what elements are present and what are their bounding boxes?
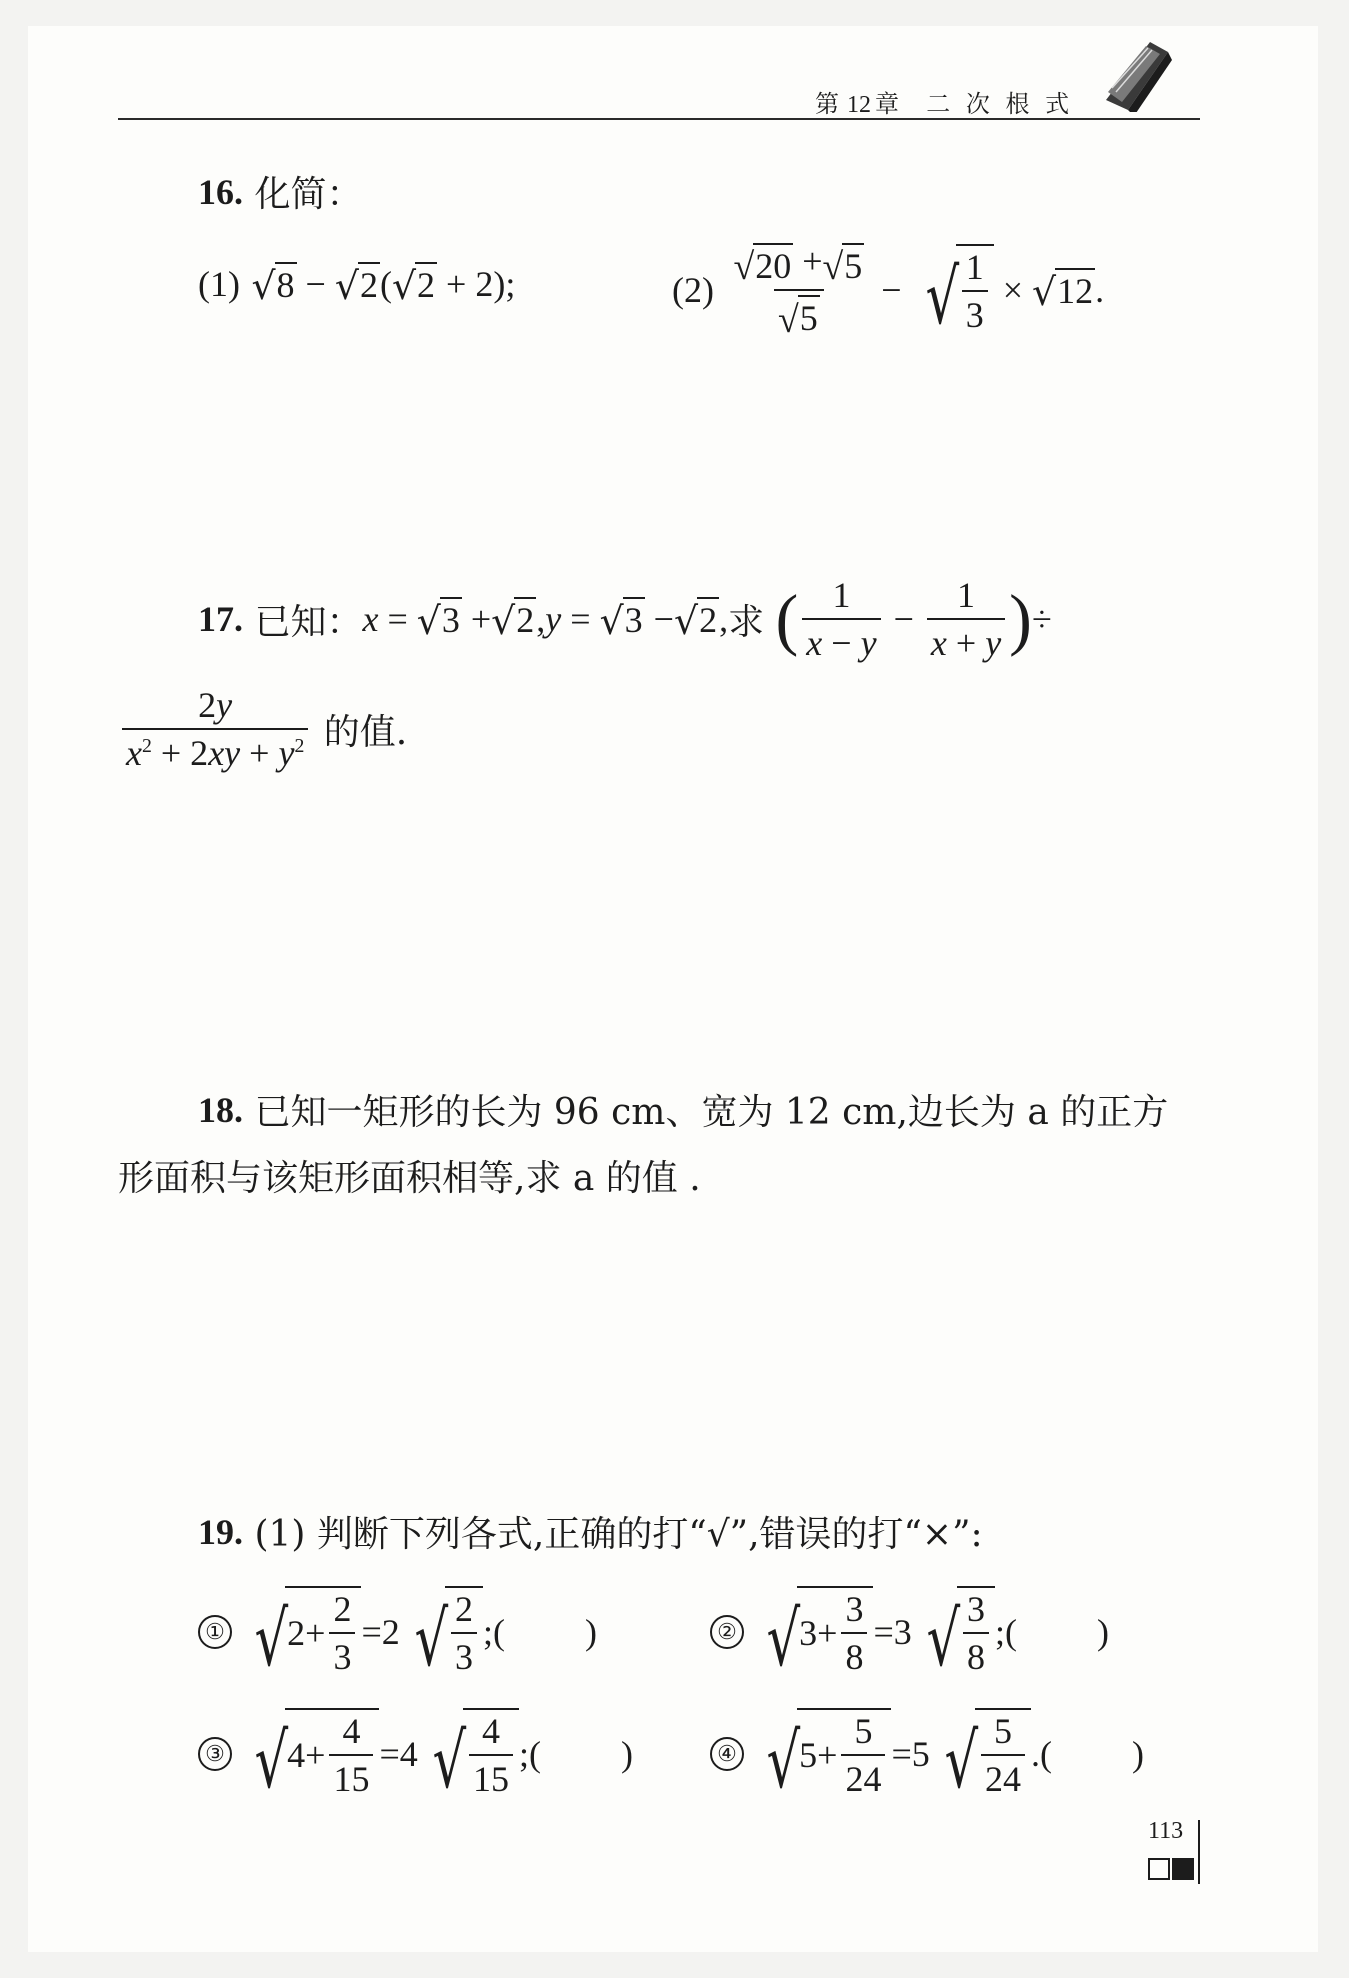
header-rule	[118, 118, 1200, 120]
question-18-line-2: 形面积与该矩形面积相等,求 a 的值 .	[118, 1158, 701, 1199]
footer-box-filled-icon	[1172, 1858, 1194, 1880]
chapter-header: 第 12 章 二 次 根 式	[815, 90, 1074, 118]
question-17-line-2: $\frac{2y}{x^2 + 2xy + y^2}$ 的值.	[118, 684, 407, 774]
page-number: 113	[1148, 1818, 1184, 1844]
footer-box-empty-icon	[1148, 1858, 1170, 1880]
q19-item-2: ② √ 3 + $\frac{3}{8}$ = 3 √ $\frac{3}{8}$ ;( )	[710, 1586, 1109, 1678]
question-19-title: 19. (1) 判断下列各式,正确的打“√”,错误的打“×”:	[198, 1511, 983, 1555]
question-18-line-1: 18. 已知一矩形的长为 96 cm、宽为 12 cm,边长为 a 的正方	[198, 1089, 1169, 1133]
question-16-title: 16. 化简：	[198, 171, 363, 215]
q19-item-1: ① √ 2 + $\frac{2}{3}$ = 2 √ $\frac{2}{3}$ ;( )	[198, 1586, 597, 1678]
footer-rule	[1198, 1820, 1200, 1884]
q19-item-4: ④ √ 5 + $\frac{5}{24}$ = 5 √ $\frac{5}{24}$ .( )	[710, 1708, 1144, 1800]
question-16-part-1: (1) √ 8 − √ 2 ( √ 2 + 2);	[198, 264, 516, 309]
question-16-part-2: (2) √ 20 + √ 5 √ 5 − √ $\frac{1}{3}$ × √ 12 .	[672, 241, 1105, 342]
q19-item-3: ③ √ 4 + $\frac{4}{15}$ = 4 √ $\frac{4}{15}$ ;( )	[198, 1708, 633, 1800]
book-icon	[1098, 32, 1176, 112]
question-17-line-1: 17. 已知： x = √ 3 + √ 2 , y = √ 3 − √ 2 , 求 ( $\frac{1}{x - y}$ − $\frac{1}{x + y}$ ) ÷	[198, 575, 1052, 663]
